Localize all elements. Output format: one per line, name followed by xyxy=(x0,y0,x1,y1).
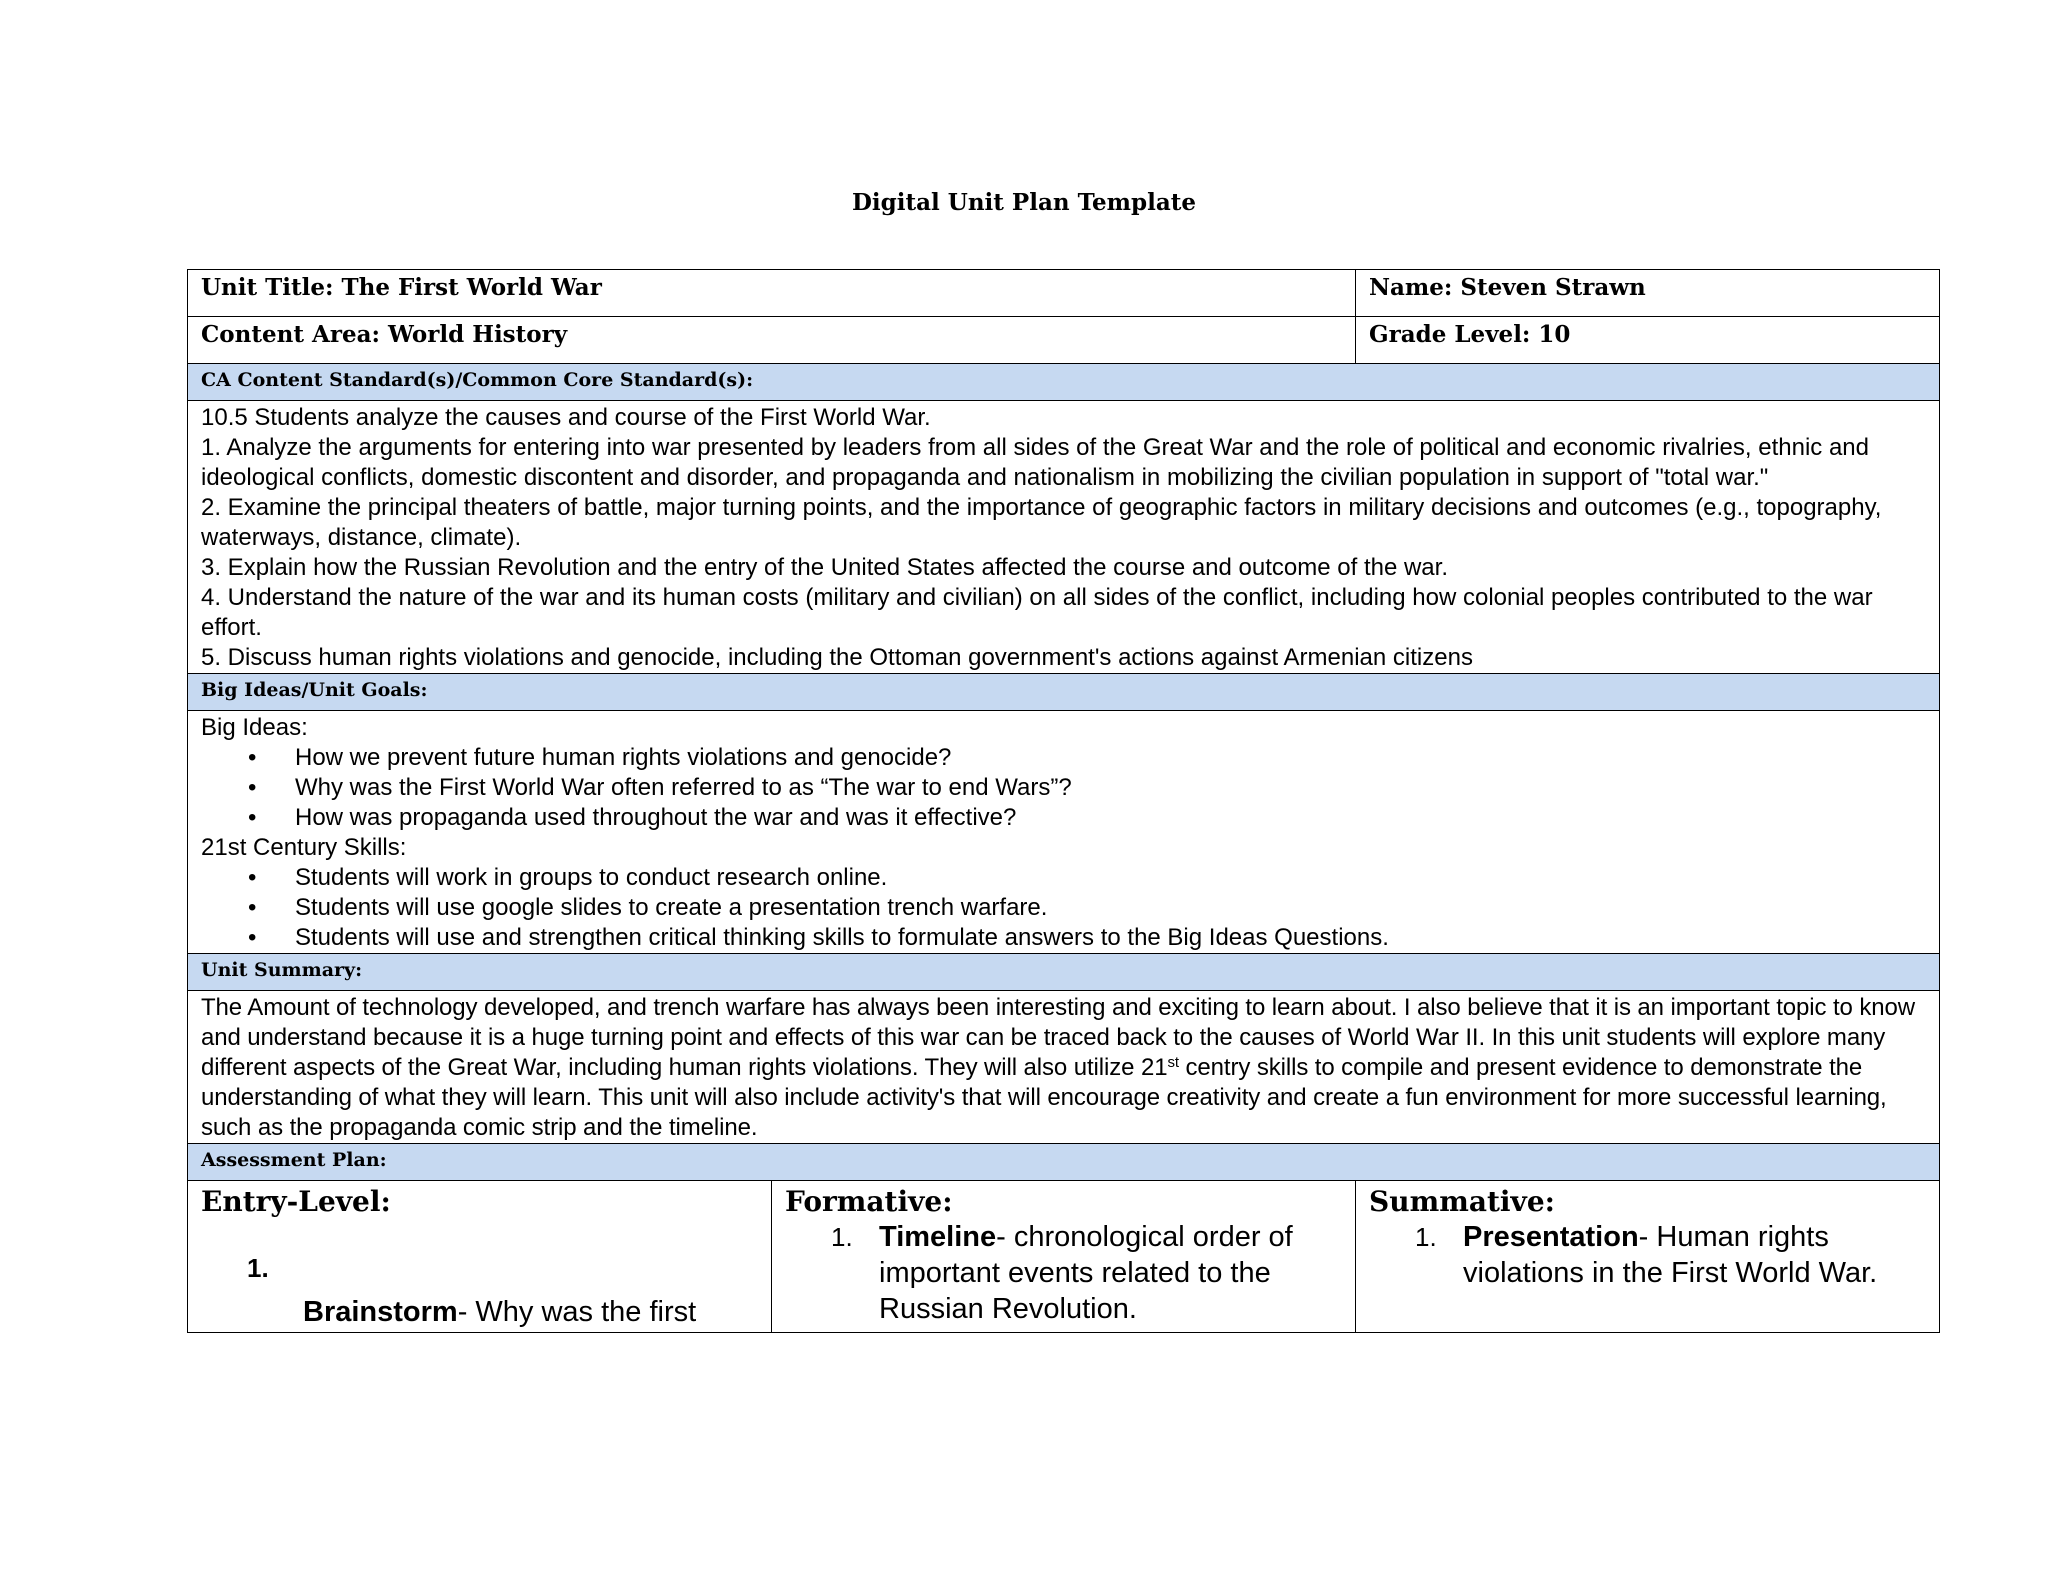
entry-level-text: - Why was the first xyxy=(457,1296,697,1328)
assessment-label: Assessment Plan: xyxy=(188,1144,1940,1181)
list-item: • Students will use google slides to create a presentation trench warfare. xyxy=(201,893,1926,923)
list-item: • Students will work in groups to conduct research online. xyxy=(201,863,1926,893)
formative-text: - chronological order of important events related to the Russian Revolution. xyxy=(879,1221,1293,1325)
entry-level-number: 1. xyxy=(247,1253,269,1283)
list-item: • How was propaganda used throughout the war and was it effective? xyxy=(201,803,1926,833)
formative-term: Timeline xyxy=(879,1221,997,1253)
summary-body xyxy=(188,991,1940,1144)
grade-level-cell: Grade Level: 10 xyxy=(1356,317,1940,364)
standard-line: 4. Understand the nature of the war and its human costs (military and civilian) on all sides of the conflict, including how colonial peoples contributed to the war effort. xyxy=(201,584,1873,641)
entry-level-heading: Entry-Level: xyxy=(201,1185,391,1218)
standard-line: 2. Examine the principal theaters of battle, major turning points, and the importance of geographic factors in military decisions and outcomes (e.g., topography, waterways, distance, climate). xyxy=(201,494,1882,551)
formative-list xyxy=(785,1219,1342,1327)
summative-term: Presentation xyxy=(1463,1221,1639,1253)
standards-body xyxy=(188,401,1940,674)
standard-line: 1. Analyze the arguments for entering into war presented by leaders from all sides of the Great War and the role of political and economic rivalries, ethnic and ideological conflicts, domestic discontent and disorder, and propaganda and nationalism in mobilizing the civilian population in support of "total war." xyxy=(201,434,1869,491)
unit-title-cell: Unit Title: The First World War xyxy=(188,270,1356,317)
summative-heading: Summative: xyxy=(1369,1185,1555,1218)
summary-text-continued: centry skills to compile and present evidence to demonstrate the understanding of what they will learn. This unit will also include activity's that will encourage creativity and create a fun environment for more successful learning, such as the propaganda comic strip and the timeline. xyxy=(201,1054,1887,1141)
goals-body xyxy=(188,711,1940,954)
unit-plan-table xyxy=(187,269,1940,1333)
assessment-row xyxy=(188,1181,1940,1333)
summative-cell xyxy=(1356,1181,1940,1333)
big-ideas-heading: Big Ideas: xyxy=(201,714,308,741)
summary-text: The Amount of technology developed, and trench warfare has always been interesting and exciting to learn about. I also believe that it is an important topic to know and understand because it is a huge turning point and effects of this war can be traced back to the causes of World War II. In this unit students will explore many different aspects of the Great War, including human rights violations. They will also utilize 21 xyxy=(201,994,1915,1081)
standards-label: CA Content Standard(s)/Common Core Standard(s): xyxy=(188,364,1940,401)
list-item: • How we prevent future human rights violations and genocide? xyxy=(201,743,1926,773)
standard-line: 10.5 Students analyze the causes and course of the First World War. xyxy=(201,404,931,431)
big-ideas-list xyxy=(201,743,1926,833)
summative-text: - Human rights violations in the First World War. xyxy=(1463,1221,1878,1289)
header-row-2 xyxy=(188,317,1940,364)
document-title: Digital Unit Plan Template xyxy=(851,189,1196,216)
summary-label: Unit Summary: xyxy=(188,954,1940,991)
item-number: 1. xyxy=(831,1222,853,1252)
formative-cell xyxy=(772,1181,1356,1333)
skills-list xyxy=(201,863,1926,953)
list-item: • Students will use and strengthen critical thinking skills to formulate answers to the Big Ideas Questions. xyxy=(201,923,1926,953)
standard-line: 3. Explain how the Russian Revolution and the entry of the United States affected the course and outcome of the war. xyxy=(201,554,1448,581)
list-item: • Why was the First World War often referred to as “The war to end Wars”? xyxy=(201,773,1926,803)
summative-list xyxy=(1369,1219,1926,1291)
item-number: 1. xyxy=(1415,1222,1437,1252)
skills-heading: 21st Century Skills: xyxy=(201,834,407,861)
content-area-cell: Content Area: World History xyxy=(188,317,1356,364)
list-item xyxy=(785,1219,1342,1327)
ordinal-suffix: st xyxy=(1167,1054,1179,1071)
formative-heading: Formative: xyxy=(785,1185,953,1218)
goals-label: Big Ideas/Unit Goals: xyxy=(188,674,1940,711)
list-item xyxy=(1369,1219,1926,1291)
entry-level-cell xyxy=(188,1181,772,1333)
name-cell: Name: Steven Strawn xyxy=(1356,270,1940,317)
standard-line: 5. Discuss human rights violations and genocide, including the Ottoman government's actions against Armenian citizens xyxy=(201,644,1473,671)
entry-level-item xyxy=(201,1294,758,1330)
header-row-1 xyxy=(188,270,1940,317)
entry-level-term: Brainstorm xyxy=(303,1296,458,1328)
